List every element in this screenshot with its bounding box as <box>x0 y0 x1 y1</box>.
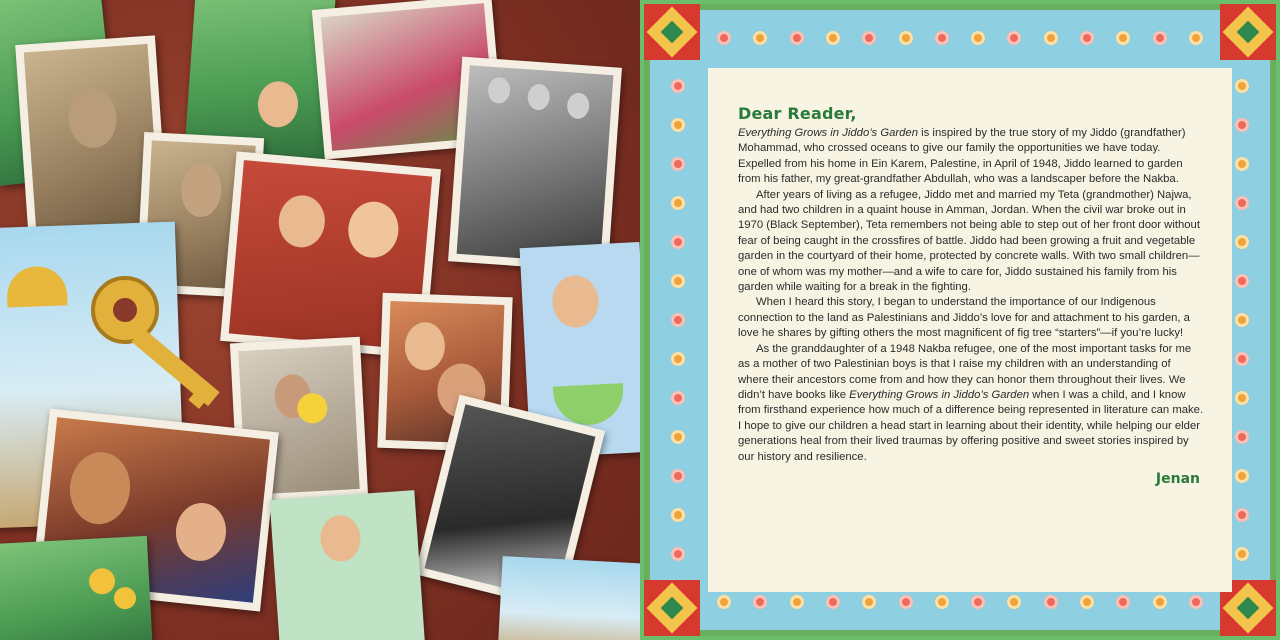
flower-column-right <box>1234 66 1250 574</box>
flower-icon <box>826 595 840 609</box>
letter-text-box <box>708 68 1232 592</box>
flower-icon <box>671 352 685 366</box>
letter-paragraph-3: When I heard this story, I began to understand the importance of our Indigenous connection to the land as Palestinians and Jiddo’s love for and attachment to his garden, a love he shares by gifting others the most magnificent of fig tree “starters”—if you’re lucky! <box>738 296 1190 340</box>
flower-icon <box>971 31 985 45</box>
flower-icon <box>1189 31 1203 45</box>
flower-icon <box>1235 352 1249 366</box>
flower-icon <box>1044 31 1058 45</box>
letter-paragraph-1 <box>738 126 1204 188</box>
flower-icon <box>862 31 876 45</box>
flower-icon <box>671 391 685 405</box>
flower-icon <box>717 31 731 45</box>
flower-icon <box>899 595 913 609</box>
flower-icon <box>1235 547 1249 561</box>
flower-icon <box>671 313 685 327</box>
flower-icon <box>717 595 731 609</box>
paragraph-4-before: As the granddaughter of a 1948 Nakba refugee, one of the most important tasks for me as a mother of two Palestinian boys is that I raise my children with an understanding of where their ancestors come from and how they can honor them throughout their lives. We didn’t have books like <box>738 342 1192 401</box>
flower-icon <box>1080 595 1094 609</box>
flower-row-top <box>706 30 1214 46</box>
flower-row-bottom <box>706 594 1214 610</box>
flower-icon <box>671 118 685 132</box>
book-title: Everything Grows in Jiddo’s Garden <box>849 388 1030 401</box>
illustration-family-bottom <box>497 556 640 640</box>
flower-icon <box>935 31 949 45</box>
flower-icon <box>1235 508 1249 522</box>
flower-icon <box>1235 79 1249 93</box>
flower-icon <box>753 595 767 609</box>
flower-icon <box>1235 196 1249 210</box>
flower-icon <box>899 31 913 45</box>
flower-icon <box>1116 595 1130 609</box>
flower-icon <box>1153 595 1167 609</box>
flower-icon <box>1044 595 1058 609</box>
flower-icon <box>826 31 840 45</box>
flower-icon <box>935 595 949 609</box>
letter-signature: Jenan <box>1155 470 1200 487</box>
flower-icon <box>862 595 876 609</box>
flower-icon <box>1235 430 1249 444</box>
flower-icon <box>671 469 685 483</box>
flower-icon <box>671 274 685 288</box>
flower-icon <box>671 196 685 210</box>
paragraph-1-text: is inspired by the true story of my Jiddo (grandfather) Mohammad, who crossed oceans to give our family the opportunities we have today. Expelled from his home in Ein Karem, Palestine, in April of 1948, Jiddo learned to garden from his father, my great-grandfather Abdullah, who was a landscaper before the Nakba. <box>738 127 1186 186</box>
flower-icon <box>1235 235 1249 249</box>
corner-motif-icon <box>644 4 700 60</box>
flower-icon <box>1235 157 1249 171</box>
illustration-gardener <box>270 490 426 640</box>
floral-border <box>650 10 1270 630</box>
flower-icon <box>671 430 685 444</box>
flower-icon <box>671 235 685 249</box>
flower-icon <box>671 157 685 171</box>
book-title: Everything Grows in Jiddo’s Garden <box>738 127 918 139</box>
flower-icon <box>1007 31 1021 45</box>
flower-icon <box>790 31 804 45</box>
letter-page <box>640 0 1280 640</box>
corner-motif-icon <box>1220 4 1276 60</box>
flower-icon <box>971 595 985 609</box>
flower-icon <box>1007 595 1021 609</box>
photo-family-group <box>448 57 622 273</box>
flower-icon <box>1080 31 1094 45</box>
flower-icon <box>671 79 685 93</box>
flower-icon <box>1235 469 1249 483</box>
illustration-sunflowers <box>0 536 153 640</box>
flower-icon <box>1235 118 1249 132</box>
flower-icon <box>790 595 804 609</box>
flower-icon <box>1153 31 1167 45</box>
flower-icon <box>1235 313 1249 327</box>
flower-icon <box>1116 31 1130 45</box>
letter-paragraph-4 <box>738 342 1204 465</box>
paragraph-4-after: when I was a child, and I know from firsthand experience how much of a difference being represented in literature can make. I hope to give our children a head start in learning about their identity, while helping our elder generations heal from their lived traumas by offering positive and sweet stories inspired by our history and resilience. <box>738 388 1204 463</box>
letter-body <box>738 126 1204 465</box>
letter-salutation: Dear Reader, <box>738 104 857 123</box>
flower-icon <box>1189 595 1203 609</box>
flower-icon <box>1235 274 1249 288</box>
flower-icon <box>671 508 685 522</box>
flower-icon <box>671 547 685 561</box>
letter-paragraph-2: After years of living as a refugee, Jiddo met and married my Teta (grandmother) Najwa, and had two children in a quaint house in Amman, Jordan. When the civil war broke out in 1970 (Black September), Teta remembers not being able to step out of her front door without fear of being caught in the crossfires of battle. Jiddo had been growing a fruit and vegetable garden in the courtyard of their home, protected by concrete walls. With two small children—one of whom was my mother—and a wife to care for, Jiddo sustained his family from his garden while waiting for a break in the fighting. <box>738 188 1200 294</box>
flower-column-left <box>670 66 686 574</box>
flower-icon <box>1235 391 1249 405</box>
corner-motif-icon <box>644 580 700 636</box>
flower-icon <box>753 31 767 45</box>
